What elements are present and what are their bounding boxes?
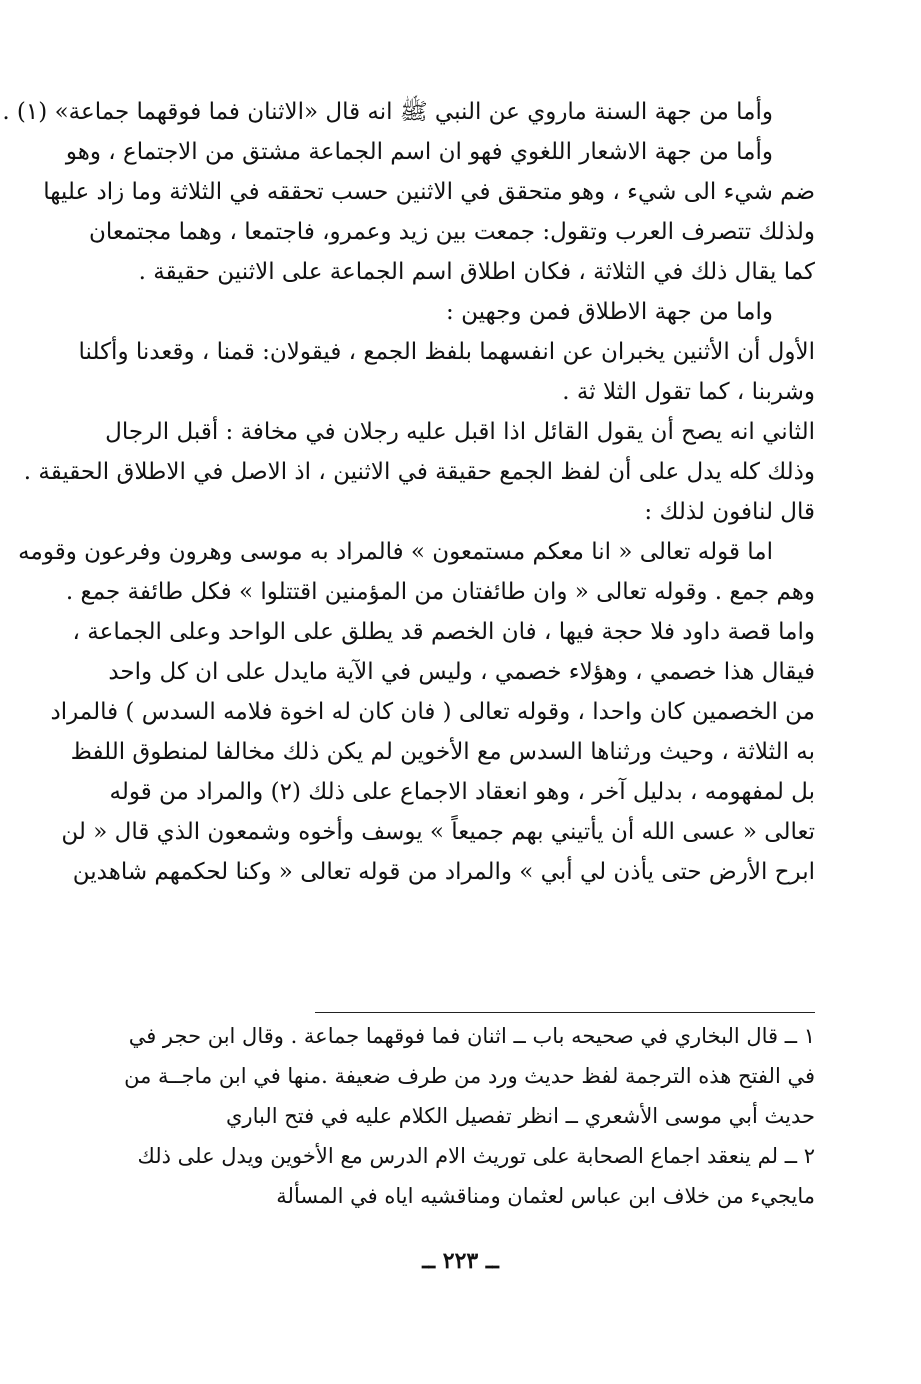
- page-number: ــ ٢٢٣ ــ: [422, 1248, 499, 1274]
- footnote-line: حديث أبي موسى الأشعري ــ انظر تفصيل الكلام عليه في فتح الباري: [225, 1104, 815, 1128]
- text-line: اما قوله تعالى « انا معكم مستمعون » فالمراد به موسى وهرون وفرعون وقومه: [18, 539, 773, 565]
- text-line: ضم شيء الى شيء ، وهو متحقق في الاثنين حسب تحققه في الثلاثة وما زاد عليها: [43, 179, 815, 205]
- text-line: بل لمفهومه ، بدليل آخر ، وهو انعقاد الاجماع على ذلك (٢) والمراد من قوله: [109, 779, 815, 805]
- footnote-line: ١ ــ قال البخاري في صحيحه باب ــ اثنان فما فوقهما جماعة . وقال ابن حجر في: [128, 1024, 815, 1048]
- footnote-line: ٢ ــ لم ينعقد اجماع الصحابة على توريث الام الدرس مع الأخوين ويدل على ذلك: [137, 1144, 815, 1168]
- text-line: به الثلاثة ، وحيث ورثناها السدس مع الأخوين لم يكن ذلك مخالفا لمنطوق اللفظ: [70, 739, 815, 765]
- text-line: ولذلك تتصرف العرب وتقول: جمعت بين زيد وعمرو، فاجتمعا ، وهما مجتمعان: [88, 219, 815, 245]
- text-line: واما قصة داود فلا حجة فيها ، فان الخصم قد يطلق على الواحد وعلى الجماعة ،: [72, 619, 815, 645]
- footnote-line: في الفتح هذه الترجمة لفظ حديث ورد من طرف ضعيفة .منها في ابن ماجــة من: [124, 1064, 815, 1088]
- text-line: واما من جهة الاطلاق فمن وجهين :: [446, 299, 773, 325]
- text-line: وأما من جهة السنة ماروي عن النبي ﷺ انه قال «الاثنان فما فوقهما جماعة» (١) .: [2, 99, 773, 125]
- text-line: الثاني انه يصح أن يقول القائل اذا اقبل عليه رجلان في مخافة : أقبل الرجال: [105, 419, 815, 445]
- text-line: وهم جمع . وقوله تعالى « وان طائفتان من المؤمنين اقتتلوا » فكل طائفة جمع .: [65, 579, 815, 605]
- main-text: [2, 92, 815, 892]
- text-line: من الخصمين كان واحدا ، وقوله تعالى ( فان كان له اخوة فلامه السدس ) فالمراد: [50, 699, 815, 725]
- text-line: الأول أن الأثنين يخبران عن انفسهما بلفظ الجمع ، فيقولان: قمنا ، وقعدنا وأكلنا: [78, 339, 815, 365]
- text-line: تعالى « عسى الله أن يأتيني بهم جميعاً » يوسف وأخوه وشمعون الذي قال « لن: [61, 819, 815, 845]
- text-line: قال لنافون لذلك :: [644, 499, 815, 525]
- text-line: فيقال هذا خصمي ، وهؤلاء خصمي ، وليس في الآية مايدل على ان كل واحد: [108, 659, 815, 685]
- text-line: وشربنا ، كما تقول الثلا ثة .: [562, 379, 815, 405]
- footnotes: [100, 1016, 815, 1216]
- text-line: وأما من جهة الاشعار اللغوي فهو ان اسم الجماعة مشتق من الاجتماع ، وهو: [65, 139, 773, 165]
- text-line: وذلك كله يدل على أن لفظ الجمع حقيقة في الاثنين ، اذ الاصل في الاطلاق الحقيقة .: [23, 459, 815, 485]
- footnote-line: مايجيء من خلاف ابن عباس لعثمان ومناقشيه اياه في المسألة: [276, 1184, 815, 1208]
- text-line: كما يقال ذلك في الثلاثة ، فكان اطلاق اسم الجماعة على الاثنين حقيقة .: [138, 259, 815, 285]
- body-paragraphs: [2, 92, 815, 892]
- footnote-divider: [315, 1012, 815, 1013]
- text-line: ابرح الأرض حتى يأذن لي أبي » والمراد من قوله تعالى « وكنا لحكمهم شاهدين: [72, 859, 815, 885]
